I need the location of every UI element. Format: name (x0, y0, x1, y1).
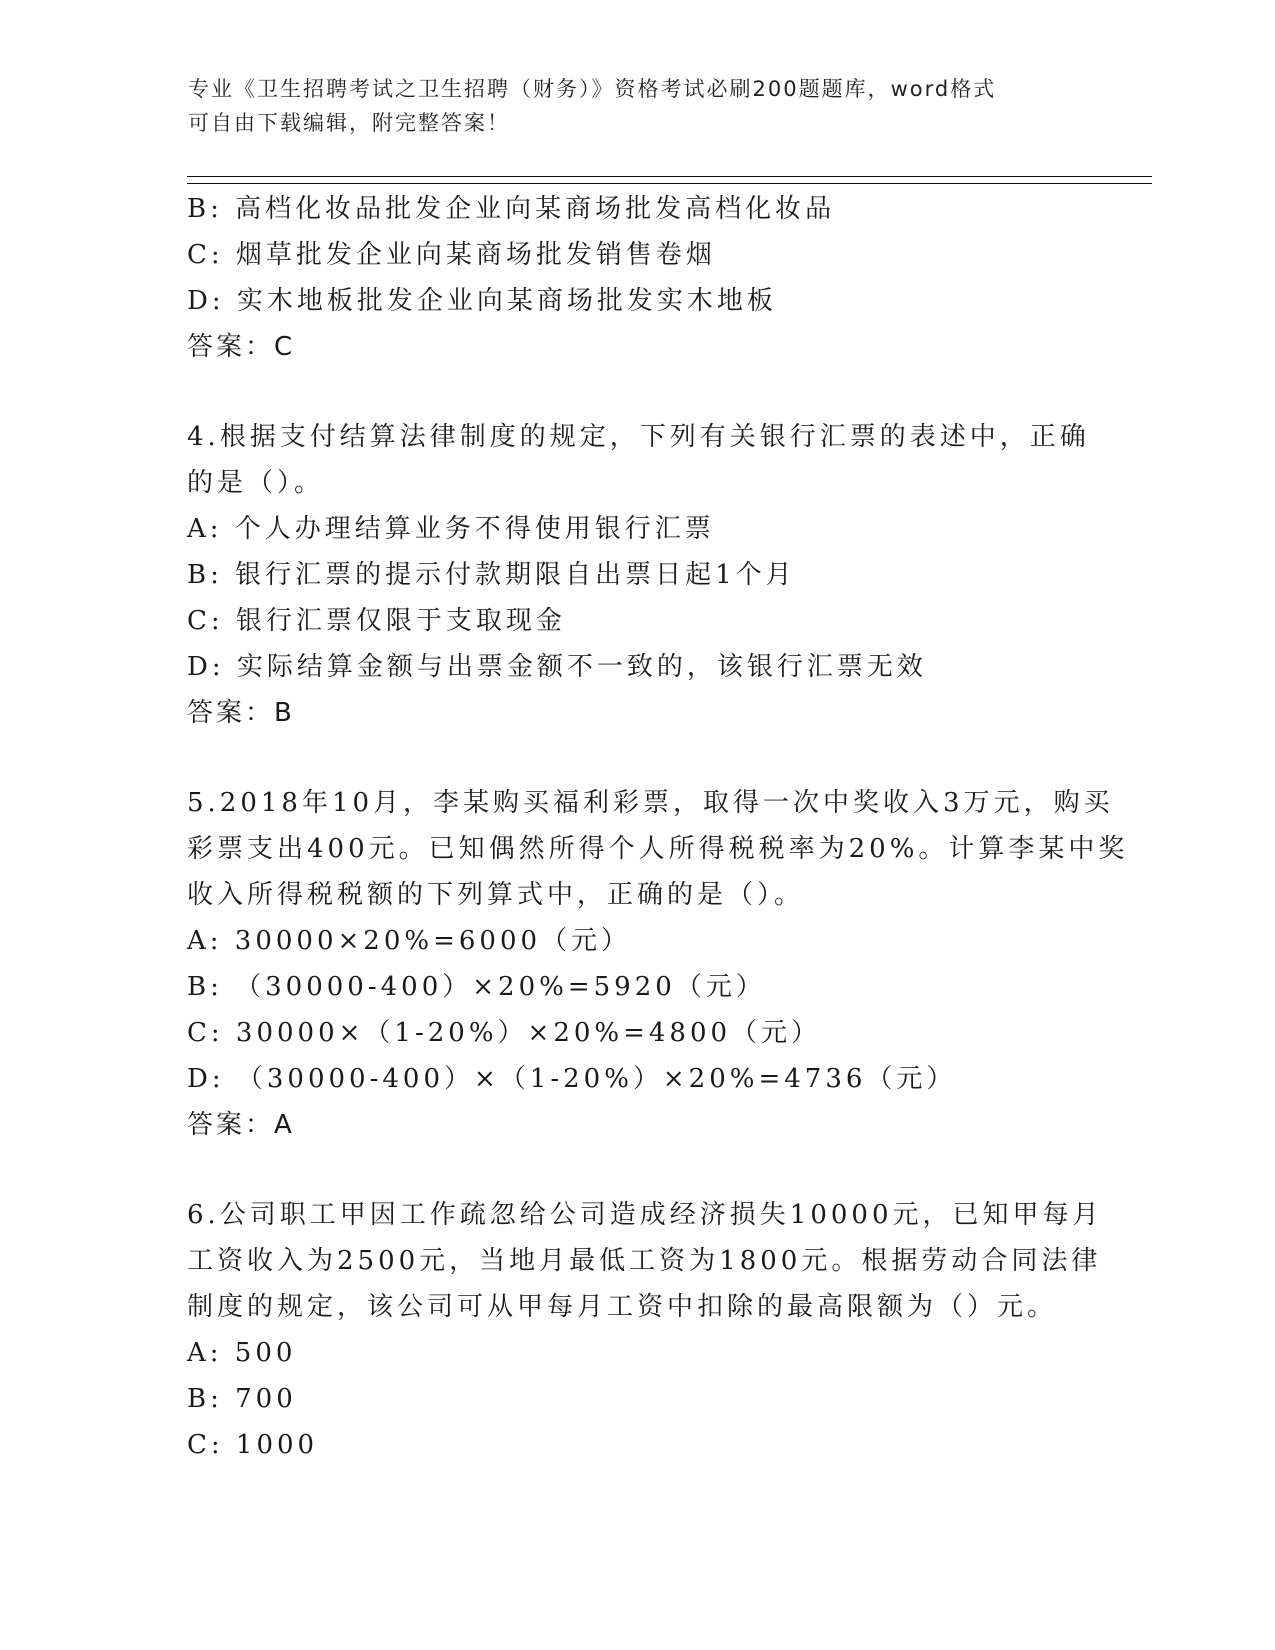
option-c: C: 30000×（1-20%）×20%=4800（元） (187, 1018, 822, 1048)
answer-label: 答案：A (187, 1110, 295, 1140)
option-d: D: 实木地板批发企业向某商场批发实木地板 (187, 286, 777, 316)
question-stem-line: 的是（）。 (187, 468, 325, 498)
question-stem-line: 彩票支出400元。已知偶然所得个人所得税税率为20%。计算李某中奖 (187, 834, 1129, 864)
option-d: D: （30000-400）×（1-20%）×20%=4736（元） (187, 1064, 957, 1094)
header-divider (187, 176, 1152, 184)
question-stem-line: 制度的规定，该公司可从甲每月工资中扣除的最高限额为（）元。 (187, 1292, 1058, 1322)
spacer (187, 370, 1087, 414)
header-title-line-2: 可自由下载编辑，附完整答案！ (188, 111, 510, 135)
option-a: A: 个人办理结算业务不得使用银行汇票 (187, 514, 715, 544)
option-b: B: 700 (187, 1384, 297, 1414)
question-stem-line: 6.公司职工甲因工作疏忽给公司造成经济损失10000元，已知甲每月 (187, 1200, 1103, 1230)
question-4-block (187, 414, 1090, 736)
option-c: C: 1000 (187, 1430, 319, 1460)
option-a: A: 30000×20%=6000（元） (187, 926, 632, 956)
option-b: B: 高档化妆品批发企业向某商场批发高档化妆品 (187, 194, 836, 224)
option-b: B: 银行汇票的提示付款期限自出票日起1个月 (187, 560, 796, 590)
option-a: A: 500 (187, 1338, 297, 1368)
spacer (187, 1148, 1087, 1192)
question-5-block (187, 780, 1129, 1148)
question-3-block (187, 186, 1087, 370)
option-c: C: 银行汇票仅限于支取现金 (187, 606, 566, 636)
question-stem-line: 收入所得税税额的下列算式中，正确的是（）。 (187, 880, 805, 910)
question-stem-line: 工资收入为2500元，当地月最低工资为1800元。根据劳动合同法律 (187, 1246, 1102, 1276)
spacer (187, 736, 1087, 780)
option-b: B: （30000-400）×20%=5920（元） (187, 972, 766, 1002)
option-d: D: 实际结算金额与出票金额不一致的，该银行汇票无效 (187, 652, 927, 682)
question-stem-line: 5.2018年10月，李某购买福利彩票，取得一次中奖收入3万元，购买 (187, 788, 1114, 818)
header-title-line-1: 专业《卫生招聘考试之卫生招聘（财务）》资格考试必刷200题题库，word格式 (188, 77, 997, 101)
question-content (187, 186, 1129, 1468)
option-c: C: 烟草批发企业向某商场批发销售卷烟 (187, 240, 716, 270)
page-header (188, 72, 1068, 140)
question-stem-line: 4.根据支付结算法律制度的规定，下列有关银行汇票的表述中，正确 (187, 422, 1090, 452)
question-6-block (187, 1192, 1103, 1468)
answer-label: 答案：C (187, 332, 296, 362)
answer-label: 答案：B (187, 698, 295, 728)
